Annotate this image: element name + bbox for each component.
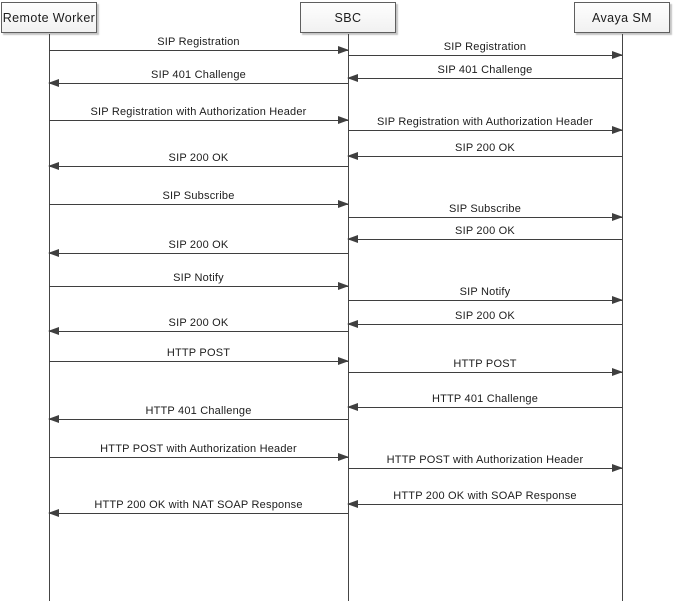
arrowhead-icon [48,249,59,257]
arrowhead-icon [612,296,623,304]
lifeline-avaya-sm [622,34,623,601]
message-label: SIP Subscribe [162,190,235,202]
message-line [49,50,348,51]
arrowhead-icon [347,152,358,160]
message-line [348,372,622,373]
message-label: SIP 200 OK [168,152,229,164]
message-label: SIP 200 OK [455,142,515,154]
message-label: SIP 200 OK [455,310,515,322]
arrowhead-icon [48,509,59,517]
arrowhead-icon [347,403,358,411]
message-line [348,130,622,131]
message-label: HTTP 200 OK with SOAP Response [393,490,577,502]
message-label: SIP 401 Challenge [437,64,533,76]
message-label: HTTP POST [453,358,517,370]
arrowhead-icon [48,415,59,423]
message-line [49,513,348,514]
message-line [49,253,348,254]
message-line [49,83,348,84]
message-line [49,286,348,287]
message-label: SIP Registration with Authorization Header [90,106,307,118]
message-label: SIP Registration [443,41,527,53]
message-label: SIP Subscribe [448,203,522,215]
actor-label-remote-worker: Remote Worker [2,10,96,25]
arrowhead-icon [612,464,623,472]
message-label: SIP Registration with Authorization Header [376,116,594,128]
message-line [348,217,622,218]
message-label: HTTP 200 OK with NAT SOAP Response [94,499,303,511]
arrowhead-icon [347,74,358,82]
message-line [348,324,622,325]
arrowhead-icon [347,320,358,328]
message-label: HTTP POST [166,347,231,359]
arrowhead-icon [612,126,623,134]
message-line [348,239,622,240]
arrowhead-icon [612,368,623,376]
message-label: SIP Notify [173,272,224,284]
message-label: HTTP POST with Authorization Header [386,454,584,466]
message-line [49,419,348,420]
arrowhead-icon [48,79,59,87]
actor-label-sbc: SBC [334,10,362,25]
message-label: SIP Registration [157,36,240,48]
message-line [49,120,348,121]
arrowhead-icon [612,213,623,221]
message-line [348,407,622,408]
message-label: HTTP POST with Authorization Header [100,443,297,455]
message-label: SIP 200 OK [168,239,229,251]
arrowhead-icon [347,500,358,508]
actor-box-sbc [300,2,396,33]
message-label: SIP 401 Challenge [151,69,246,81]
message-label: HTTP 401 Challenge [145,405,252,417]
message-line [49,166,348,167]
message-line [49,331,348,332]
arrowhead-icon [48,327,59,335]
actor-box-remote-worker [1,2,97,33]
message-line [348,300,622,301]
message-line [348,78,622,79]
arrowhead-icon [612,51,623,59]
actor-box-avaya-sm [574,2,670,33]
actor-label-avaya-sm: Avaya SM [592,10,652,25]
message-line [348,55,622,56]
message-label: HTTP 401 Challenge [431,393,539,405]
message-label: SIP Notify [459,286,511,298]
message-line [49,457,348,458]
message-line [348,156,622,157]
message-label: SIP 200 OK [168,317,229,329]
message-line [348,504,622,505]
message-line [348,468,622,469]
message-line [49,204,348,205]
arrowhead-icon [48,162,59,170]
message-label: SIP 200 OK [455,225,515,237]
arrowhead-icon [347,235,358,243]
message-line [49,361,348,362]
